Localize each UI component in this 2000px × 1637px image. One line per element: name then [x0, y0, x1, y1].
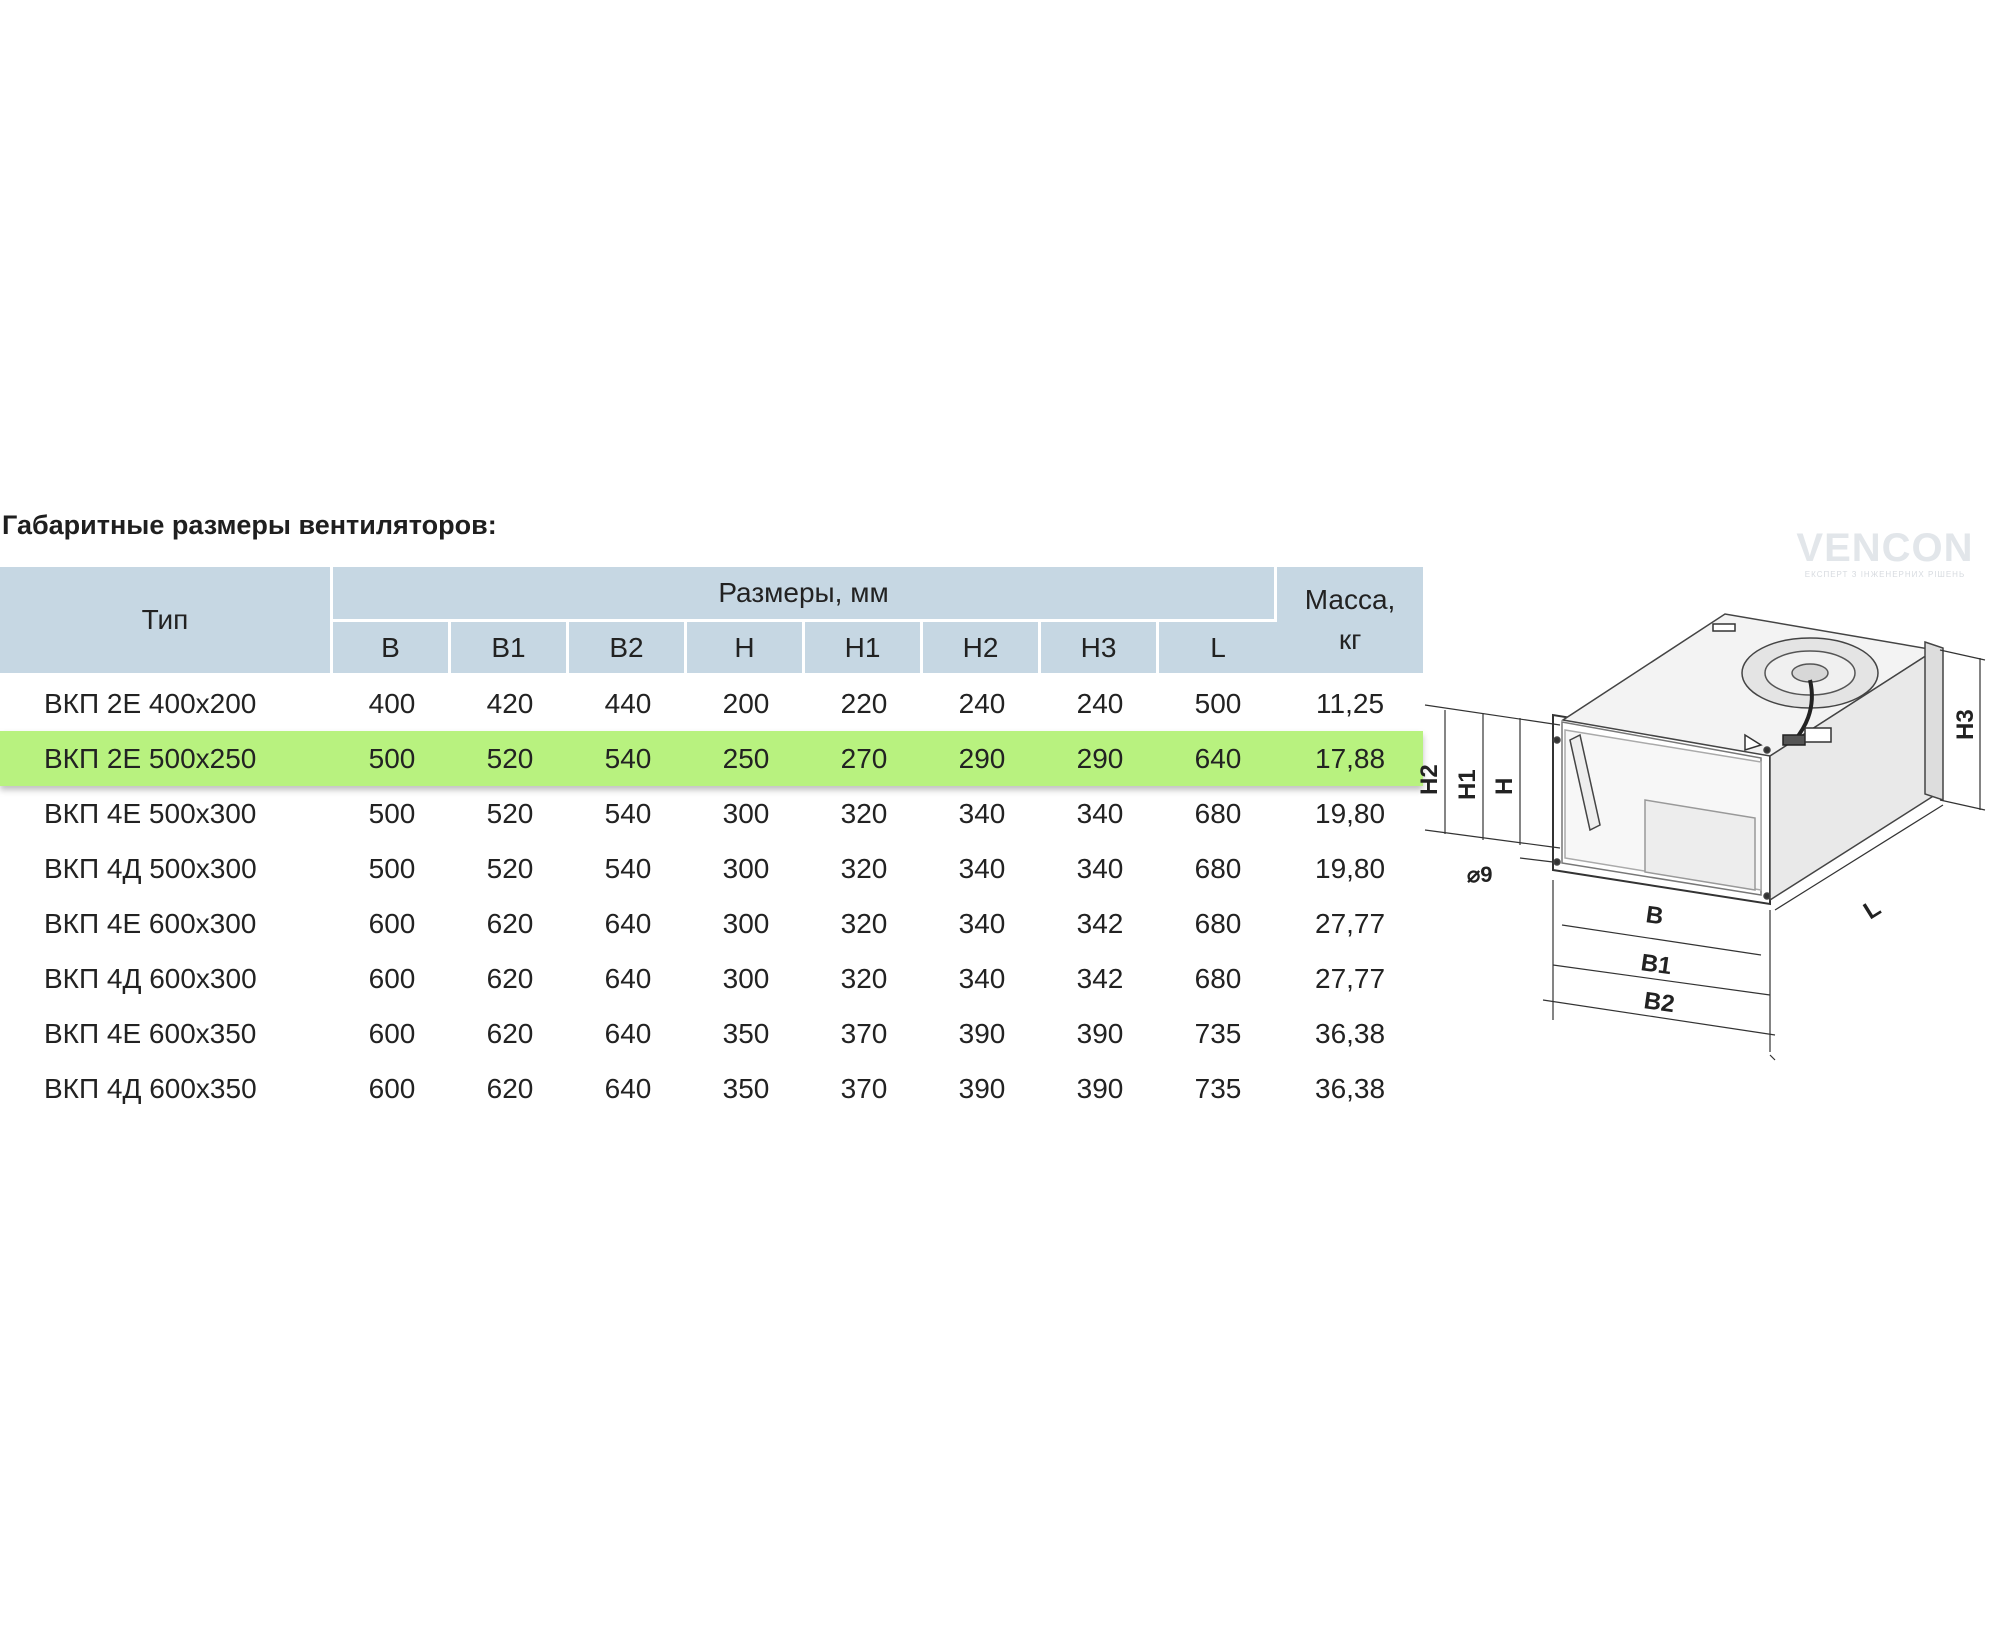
- dimensions-group-header: Размеры, мм: [333, 567, 1277, 622]
- row-dimension-cell: 320: [840, 962, 888, 994]
- row-dimension-cell: 350: [722, 1017, 770, 1049]
- row-dimension-cell: 240: [958, 687, 1006, 719]
- page-title: Габаритные размеры вентиляторов:: [2, 510, 497, 540]
- dimension-header-b2: B2: [569, 622, 687, 676]
- row-dimension-cell: 220: [840, 687, 888, 719]
- row-dimension-cell: 340: [958, 907, 1006, 939]
- row-dimension-cell: 620: [486, 1072, 534, 1104]
- row-dimension-cell: 340: [958, 962, 1006, 994]
- row-mass-cell: 27,77: [1315, 907, 1386, 939]
- label-l: L: [1858, 894, 1886, 926]
- label-h: H: [1491, 777, 1518, 795]
- row-dimension-cell: 620: [486, 1017, 534, 1049]
- row-type-cell: ВКП 4Д 600х300: [44, 962, 257, 994]
- row-dimension-cell: 200: [722, 687, 770, 719]
- row-dimension-cell: 500: [333, 731, 451, 786]
- table-row: [0, 896, 1423, 951]
- row-dimension-cell: 640: [604, 1072, 652, 1104]
- row-dimension-cell: 370: [840, 1072, 888, 1104]
- table-row: [0, 951, 1423, 1006]
- row-dimension-cell: 600: [368, 1017, 416, 1049]
- row-type-cell: ВКП 4Е 500х300: [44, 797, 257, 829]
- row-dimension-cell: 600: [368, 962, 416, 994]
- row-dimension-cell: 600: [368, 1072, 416, 1104]
- label-b2: B2: [1642, 987, 1677, 1019]
- row-type-cell: ВКП 2Е 500х250: [0, 731, 333, 786]
- row-dimension-cell: 520: [486, 797, 534, 829]
- dimension-header-b: B: [333, 622, 451, 676]
- row-dimension-cell: 370: [840, 1017, 888, 1049]
- table-row: [0, 731, 1423, 786]
- row-dimension-cell: 320: [840, 907, 888, 939]
- row-dimension-cell: 735: [1194, 1072, 1242, 1104]
- row-dimension-cell: 320: [840, 797, 888, 829]
- row-dimension-cell: 390: [1076, 1017, 1124, 1049]
- row-dimension-cell: 420: [486, 687, 534, 719]
- logo-wordmark: VENCON: [1796, 526, 1974, 570]
- row-dimension-cell: 400: [368, 687, 416, 719]
- row-dimension-cell: 290: [1041, 731, 1159, 786]
- dimension-header-h: H: [687, 622, 805, 676]
- row-dimension-cell: 350: [722, 1072, 770, 1104]
- label-h1: H1: [1454, 769, 1481, 800]
- row-dimension-cell: 340: [1076, 852, 1124, 884]
- row-dimension-cell: 390: [958, 1017, 1006, 1049]
- label-b: B: [1644, 901, 1666, 931]
- row-mass-cell: 19,80: [1315, 852, 1386, 884]
- row-dimension-cell: 500: [368, 852, 416, 884]
- table-body: [0, 676, 1423, 1116]
- row-dimension-cell: 520: [451, 731, 569, 786]
- row-dimension-cell: 300: [722, 907, 770, 939]
- row-dimension-cell: 640: [604, 962, 652, 994]
- row-type-cell: ВКП 4Е 600х300: [44, 907, 257, 939]
- type-header: Тип: [0, 567, 333, 676]
- row-mass-cell: 11,25: [1316, 687, 1385, 719]
- row-dimension-cell: 270: [805, 731, 923, 786]
- dimension-header-b1: B1: [451, 622, 569, 676]
- row-dimension-cell: 680: [1194, 797, 1242, 829]
- table-row: [0, 841, 1423, 896]
- row-dimension-cell: 342: [1076, 962, 1124, 994]
- dimension-header-h2: H2: [923, 622, 1041, 676]
- row-dimension-cell: 600: [368, 907, 416, 939]
- row-mass-cell: 27,77: [1315, 962, 1386, 994]
- row-type-cell: ВКП 2Е 400х200: [44, 687, 257, 719]
- row-dimension-cell: 640: [604, 907, 652, 939]
- row-dimension-cell: 540: [569, 731, 687, 786]
- table-row: [0, 1061, 1423, 1116]
- dimension-header-h3: H3: [1041, 622, 1159, 676]
- label-b1: B1: [1639, 949, 1674, 981]
- row-mass-cell: 19,80: [1315, 797, 1386, 829]
- row-dimension-cell: 500: [1194, 687, 1242, 719]
- row-dimension-cell: 342: [1076, 907, 1124, 939]
- table-row: [0, 676, 1423, 731]
- row-dimension-cell: 540: [604, 797, 652, 829]
- dimensions-table: [0, 567, 1423, 1116]
- row-dimension-cell: 390: [1076, 1072, 1124, 1104]
- table-row: [0, 1006, 1423, 1061]
- row-type-cell: ВКП 4Е 600х350: [44, 1017, 257, 1049]
- row-dimension-cell: 620: [486, 907, 534, 939]
- dimension-header-l: L: [1159, 622, 1277, 676]
- row-dimension-cell: 620: [486, 962, 534, 994]
- row-dimension-cell: 290: [923, 731, 1041, 786]
- row-dimension-cell: 340: [958, 852, 1006, 884]
- row-mass-cell: 36,38: [1315, 1017, 1386, 1049]
- row-dimension-cell: 680: [1194, 962, 1242, 994]
- label-hole: ⌀9: [1467, 862, 1493, 887]
- label-h2: H2: [1416, 764, 1443, 795]
- row-dimension-cell: 250: [687, 731, 805, 786]
- row-dimension-cell: 440: [604, 687, 652, 719]
- row-dimension-cell: 500: [368, 797, 416, 829]
- row-dimension-cell: 300: [722, 962, 770, 994]
- row-type-cell: ВКП 4Д 600х350: [44, 1072, 257, 1104]
- row-mass-cell: 17,88: [1277, 731, 1423, 786]
- row-dimension-cell: 240: [1076, 687, 1124, 719]
- logo-tagline: ЕКСПЕРТ З ІНЖЕНЕРНИХ РІШЕНЬ: [1804, 570, 1966, 579]
- row-mass-cell: 36,38: [1315, 1072, 1386, 1104]
- label-h3: H3: [1952, 709, 1979, 740]
- row-dimension-cell: 735: [1194, 1017, 1242, 1049]
- row-dimension-cell: 520: [486, 852, 534, 884]
- brand-logo: [1790, 528, 1980, 579]
- mass-header: [1277, 567, 1423, 676]
- row-dimension-cell: 540: [604, 852, 652, 884]
- dimension-header-h1: H1: [805, 622, 923, 676]
- row-dimension-cell: 680: [1194, 907, 1242, 939]
- fan-dimension-drawing: [1416, 590, 2000, 1090]
- row-dimension-cell: 340: [958, 797, 1006, 829]
- row-dimension-cell: 320: [840, 852, 888, 884]
- row-dimension-cell: 640: [604, 1017, 652, 1049]
- row-dimension-cell: 640: [1159, 731, 1277, 786]
- header-row-top: [0, 567, 1423, 622]
- dimensions-table-container: [0, 567, 1423, 1116]
- table-row: [0, 786, 1423, 841]
- row-dimension-cell: 680: [1194, 852, 1242, 884]
- rear-flange: [1925, 642, 1943, 800]
- row-type-cell: ВКП 4Д 500х300: [44, 852, 257, 884]
- row-dimension-cell: 390: [958, 1072, 1006, 1104]
- row-dimension-cell: 300: [722, 852, 770, 884]
- row-dimension-cell: 340: [1076, 797, 1124, 829]
- mass-header-label: Масса, кг: [1304, 584, 1396, 655]
- row-dimension-cell: 300: [722, 797, 770, 829]
